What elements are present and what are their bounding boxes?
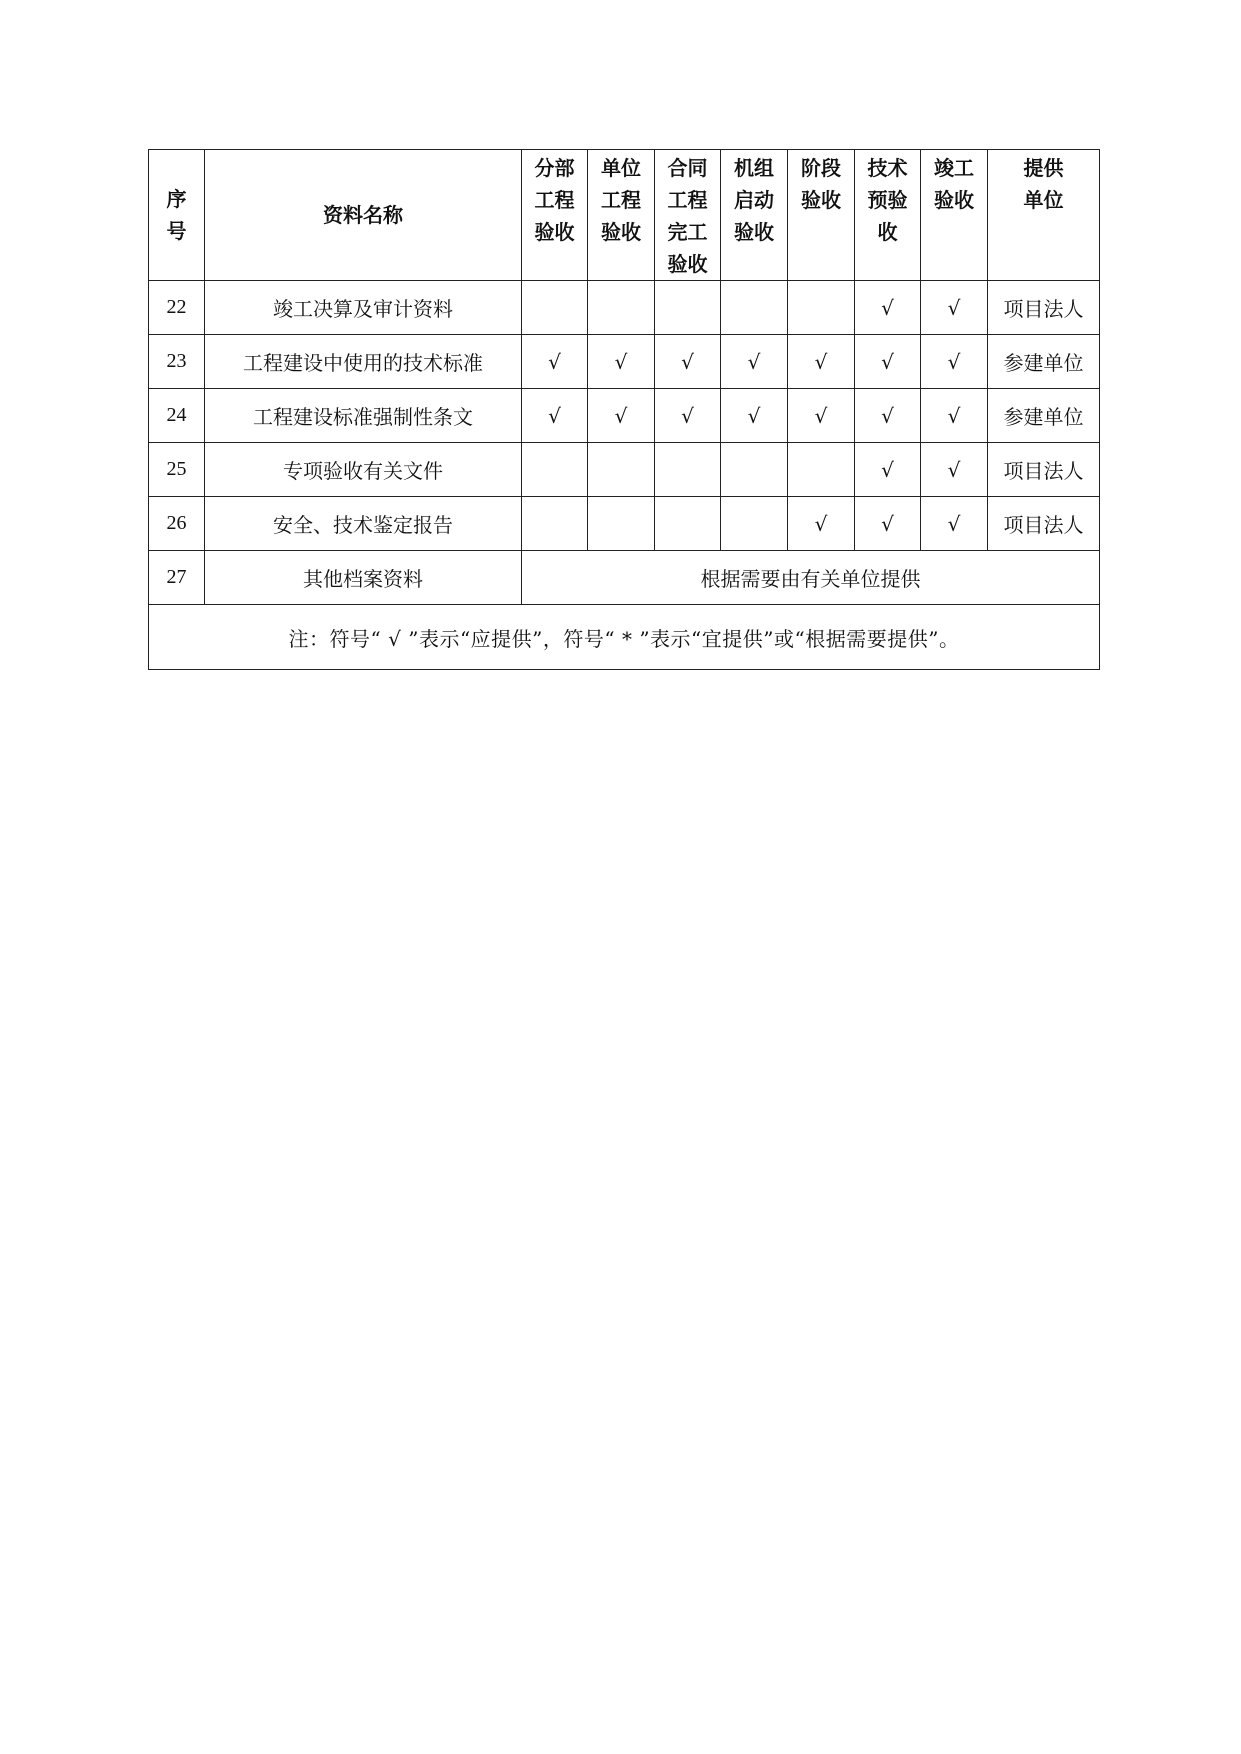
header-stage-contract-completion: 合同 工程 完工 验收 [655,150,721,281]
row-mark: √ [921,335,988,389]
row-mark [522,497,588,551]
row-merged-provider-note: 根据需要由有关单位提供 [522,551,1100,605]
row-name: 安全、技术鉴定报告 [205,497,522,551]
row-name: 竣工决算及审计资料 [205,281,522,335]
row-mark: √ [522,389,588,443]
row-mark [655,443,721,497]
row-provider: 项目法人 [988,443,1100,497]
row-seq: 26 [149,497,205,551]
row-mark: √ [921,497,988,551]
row-mark: √ [921,389,988,443]
row-mark [655,281,721,335]
row-mark: √ [855,389,921,443]
row-mark: √ [588,389,655,443]
row-mark: √ [855,497,921,551]
row-mark: √ [788,335,855,389]
row-seq: 23 [149,335,205,389]
row-mark: √ [855,443,921,497]
row-mark: √ [921,281,988,335]
row-name: 工程建设中使用的技术标准 [205,335,522,389]
header-stage-final-completion: 竣工 验收 [921,150,988,281]
row-mark: √ [788,389,855,443]
row-mark: √ [921,443,988,497]
row-name: 工程建设标准强制性条文 [205,389,522,443]
table-row [149,497,1100,551]
row-mark: √ [721,389,788,443]
row-mark [588,497,655,551]
row-mark [522,443,588,497]
row-mark: √ [655,335,721,389]
row-mark: √ [522,335,588,389]
acceptance-materials-table [148,149,1100,670]
row-mark: √ [788,497,855,551]
row-mark [788,443,855,497]
header-stage-sub-project: 分部 工程 验收 [522,150,588,281]
row-provider: 项目法人 [988,497,1100,551]
row-provider: 参建单位 [988,389,1100,443]
header-stage-phase: 阶段 验收 [788,150,855,281]
table-row [149,335,1100,389]
row-mark [588,443,655,497]
row-mark [522,281,588,335]
header-name: 资料名称 [205,150,522,281]
row-provider: 参建单位 [988,335,1100,389]
row-mark [721,443,788,497]
row-mark: √ [655,389,721,443]
row-mark [721,281,788,335]
table-row [149,389,1100,443]
row-seq: 25 [149,443,205,497]
row-mark [788,281,855,335]
row-mark: √ [588,335,655,389]
row-name: 专项验收有关文件 [205,443,522,497]
row-mark: √ [855,335,921,389]
row-seq: 24 [149,389,205,443]
header-seq: 序 号 [149,150,205,281]
row-mark [721,497,788,551]
row-mark [655,497,721,551]
table-footnote: 注：符号“ √ ”表示“应提供”，符号“ * ”表示“宜提供”或“根据需要提供”。 [149,605,1100,670]
table-row [149,281,1100,335]
table-row-other [149,551,1100,605]
row-provider: 项目法人 [988,281,1100,335]
row-name: 其他档案资料 [205,551,522,605]
row-seq: 22 [149,281,205,335]
header-stage-technical-pre: 技术 预验 收 [855,150,921,281]
row-seq: 27 [149,551,205,605]
table-row [149,443,1100,497]
row-mark [588,281,655,335]
header-provider: 提供 单位 [988,150,1100,281]
table-note-row [149,605,1100,670]
table-header-row [149,150,1100,281]
header-stage-unit-project: 单位 工程 验收 [588,150,655,281]
header-stage-unit-startup: 机组 启动 验收 [721,150,788,281]
row-mark: √ [721,335,788,389]
row-mark: √ [855,281,921,335]
